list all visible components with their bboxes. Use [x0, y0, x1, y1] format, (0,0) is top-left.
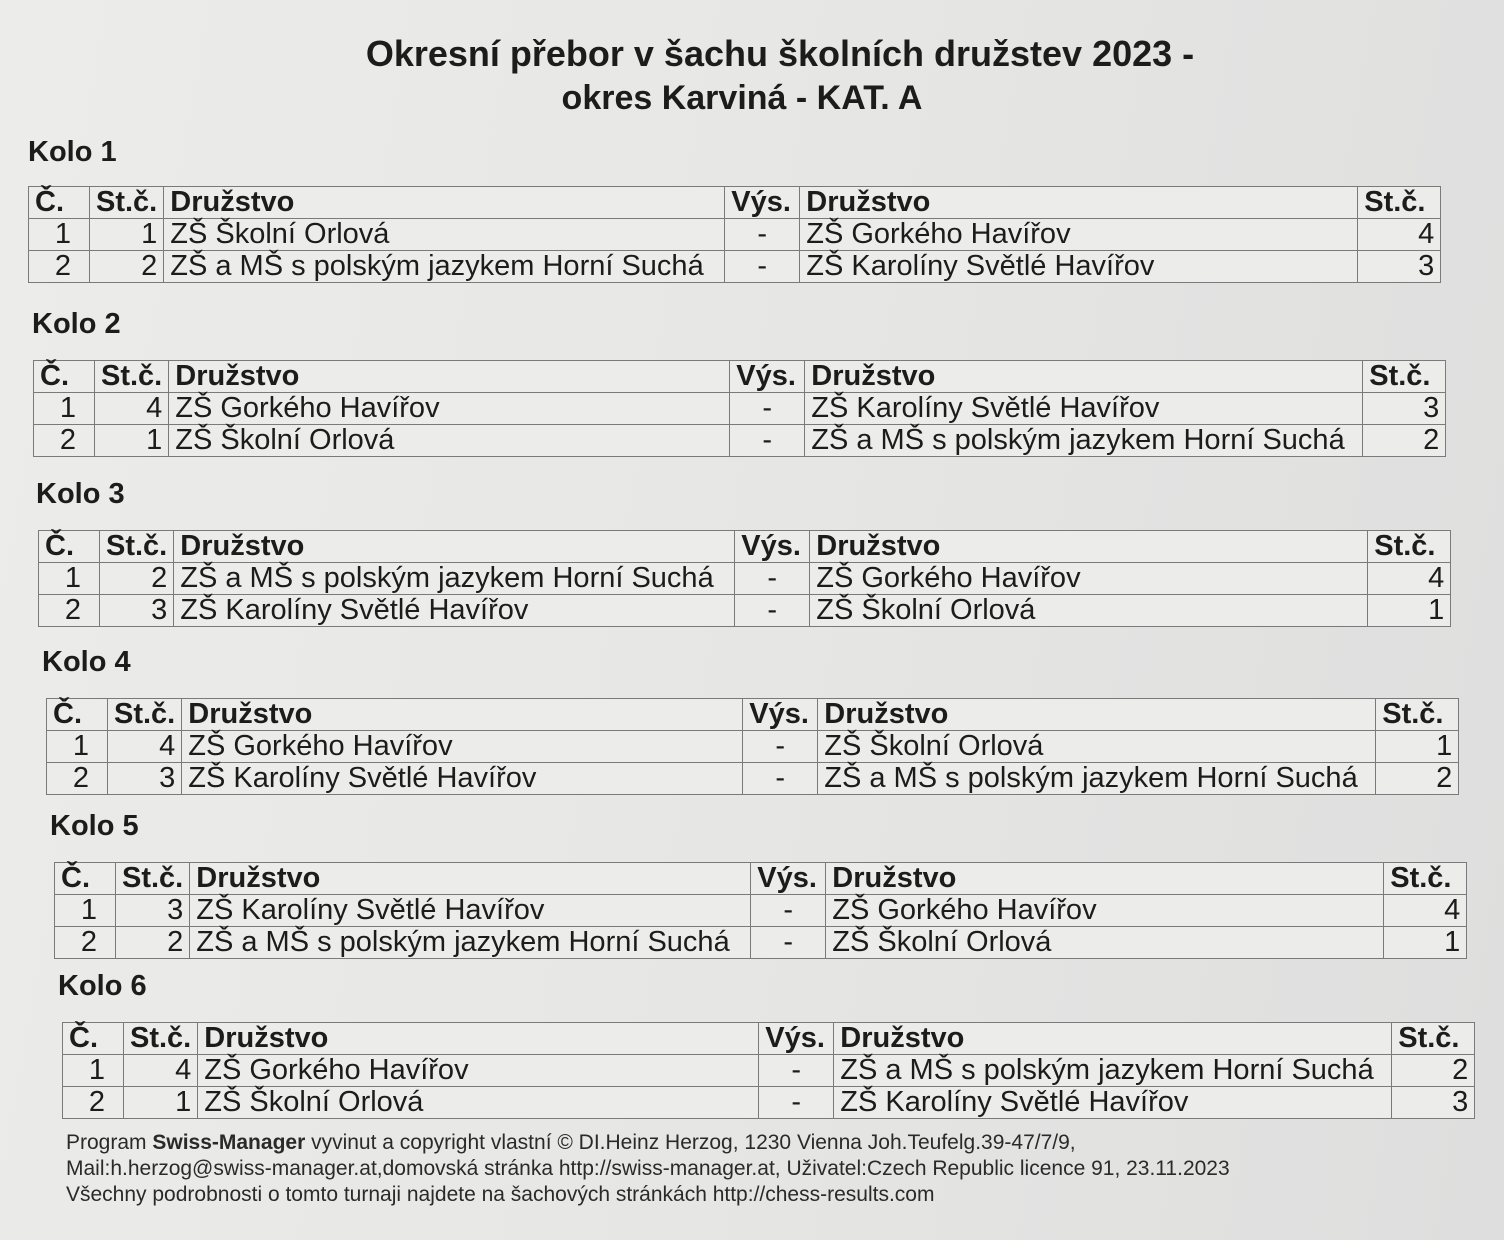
cell-st: 3 [116, 895, 190, 927]
cell-team2: ZŠ Gorkého Havířov [810, 563, 1368, 595]
cell-st: 4 [108, 731, 182, 763]
column-header-team: Družstvo [169, 361, 730, 393]
page-subtitle: okres Karviná - KAT. A [561, 79, 923, 117]
column-header-st2: St.č. [1392, 1023, 1475, 1055]
column-header-team2: Družstvo [810, 531, 1368, 563]
cell-no: 2 [34, 425, 95, 457]
cell-no: 2 [39, 595, 100, 627]
table-row [63, 1087, 1475, 1119]
round-label: Kolo 3 [36, 478, 125, 510]
column-header-st2: St.č. [1358, 187, 1441, 219]
table-header-row [34, 361, 1446, 393]
column-header-st: St.č. [90, 187, 164, 219]
table-row [39, 595, 1451, 627]
cell-team: ZŠ Karolíny Světlé Havířov [190, 895, 751, 927]
cell-team2: ZŠ Školní Orlová [826, 927, 1384, 959]
cell-result: - [751, 927, 826, 959]
table-row [47, 731, 1459, 763]
cell-st2: 1 [1368, 595, 1451, 627]
column-header-team2: Družstvo [800, 187, 1358, 219]
cell-result: - [743, 731, 818, 763]
cell-no: 2 [29, 251, 90, 283]
table-row [55, 895, 1467, 927]
cell-team: ZŠ Gorkého Havířov [182, 731, 743, 763]
table-row [47, 763, 1459, 795]
cell-st2: 2 [1376, 763, 1459, 795]
cell-team: ZŠ a MŠ s polským jazykem Horní Suchá [164, 251, 725, 283]
cell-no: 1 [34, 393, 95, 425]
pairings-table [46, 698, 1459, 795]
column-header-st: St.č. [124, 1023, 198, 1055]
pairings-table [62, 1022, 1475, 1119]
column-header-no: Č. [29, 187, 90, 219]
column-header-st2: St.č. [1384, 863, 1467, 895]
cell-team: ZŠ a MŠ s polským jazykem Horní Suchá [190, 927, 751, 959]
cell-st2: 1 [1376, 731, 1459, 763]
cell-st: 3 [100, 595, 174, 627]
cell-result: - [743, 763, 818, 795]
cell-result: - [730, 425, 805, 457]
column-header-team2: Družstvo [826, 863, 1384, 895]
table-row [34, 393, 1446, 425]
cell-team2: ZŠ Gorkého Havířov [800, 219, 1358, 251]
column-header-st: St.č. [108, 699, 182, 731]
cell-st2: 4 [1358, 219, 1441, 251]
column-header-st: St.č. [100, 531, 174, 563]
column-header-no: Č. [39, 531, 100, 563]
cell-st: 1 [95, 425, 169, 457]
cell-no: 1 [29, 219, 90, 251]
footer [66, 1130, 1230, 1208]
footer-line-2: Mail:h.herzog@swiss-manager.at,domovská stránka http://swiss-manager.at, Uživatel:Czech Republic licence 91, 23.11.2023 [66, 1157, 1230, 1180]
cell-no: 2 [47, 763, 108, 795]
table-row [34, 425, 1446, 457]
cell-result: - [759, 1087, 834, 1119]
cell-result: - [759, 1055, 834, 1087]
column-header-team: Družstvo [174, 531, 735, 563]
column-header-no: Č. [34, 361, 95, 393]
cell-no: 2 [63, 1087, 124, 1119]
cell-no: 1 [55, 895, 116, 927]
column-header-team: Družstvo [182, 699, 743, 731]
column-header-no: Č. [47, 699, 108, 731]
round-label: Kolo 1 [28, 136, 117, 168]
cell-team2: ZŠ Karolíny Světlé Havířov [834, 1087, 1392, 1119]
cell-team2: ZŠ Školní Orlová [810, 595, 1368, 627]
cell-team2: ZŠ Gorkého Havířov [826, 895, 1384, 927]
column-header-team2: Družstvo [805, 361, 1363, 393]
cell-st: 2 [100, 563, 174, 595]
column-header-st2: St.č. [1368, 531, 1451, 563]
column-header-team: Družstvo [190, 863, 751, 895]
footer-line-3: Všechny podrobnosti o tomto turnaji najdete na šachových stránkách http://chess-results.com [66, 1183, 935, 1206]
cell-st2: 4 [1384, 895, 1467, 927]
column-header-team: Družstvo [198, 1023, 759, 1055]
cell-team: ZŠ Karolíny Světlé Havířov [182, 763, 743, 795]
cell-team: ZŠ Školní Orlová [169, 425, 730, 457]
cell-team2: ZŠ Školní Orlová [818, 731, 1376, 763]
cell-st: 4 [124, 1055, 198, 1087]
pairings-table [28, 186, 1441, 283]
table-header-row [55, 863, 1467, 895]
cell-team: ZŠ Gorkého Havířov [169, 393, 730, 425]
column-header-st2: St.č. [1376, 699, 1459, 731]
cell-st: 2 [90, 251, 164, 283]
cell-team: ZŠ Školní Orlová [198, 1087, 759, 1119]
table-row [29, 251, 1441, 283]
table-header-row [47, 699, 1459, 731]
table-header-row [39, 531, 1451, 563]
footer-copyright: vyvinut a copyright vlastní © DI.Heinz Herzog, 1230 Vienna Joh.Teufelg.39-47/7/9, [305, 1131, 1076, 1154]
cell-no: 1 [47, 731, 108, 763]
pairings-table [33, 360, 1446, 457]
cell-result: - [735, 595, 810, 627]
cell-result: - [751, 895, 826, 927]
round-label: Kolo 4 [42, 646, 131, 678]
footer-brand: Swiss-Manager [152, 1131, 306, 1154]
pairings-table [38, 530, 1451, 627]
column-header-team2: Družstvo [834, 1023, 1392, 1055]
column-header-team: Družstvo [164, 187, 725, 219]
cell-st: 4 [95, 393, 169, 425]
cell-team: ZŠ Školní Orlová [164, 219, 725, 251]
footer-line-1 [66, 1130, 1230, 1156]
column-header-team2: Družstvo [818, 699, 1376, 731]
cell-st: 1 [90, 219, 164, 251]
cell-team: ZŠ Karolíny Světlé Havířov [174, 595, 735, 627]
table-row [39, 563, 1451, 595]
cell-team2: ZŠ a MŠ s polským jazykem Horní Suchá [818, 763, 1376, 795]
column-header-result: Výs. [725, 187, 800, 219]
cell-st2: 3 [1363, 393, 1446, 425]
cell-result: - [725, 251, 800, 283]
cell-st2: 2 [1363, 425, 1446, 457]
cell-no: 2 [55, 927, 116, 959]
table-row [29, 219, 1441, 251]
cell-result: - [735, 563, 810, 595]
cell-st2: 4 [1368, 563, 1451, 595]
column-header-result: Výs. [759, 1023, 834, 1055]
table-row [63, 1055, 1475, 1087]
column-header-no: Č. [63, 1023, 124, 1055]
round-label: Kolo 6 [58, 970, 147, 1002]
cell-team2: ZŠ Karolíny Světlé Havířov [805, 393, 1363, 425]
table-header-row [29, 187, 1441, 219]
cell-team: ZŠ a MŠ s polským jazykem Horní Suchá [174, 563, 735, 595]
cell-st2: 1 [1384, 927, 1467, 959]
cell-st: 1 [124, 1087, 198, 1119]
table-header-row [63, 1023, 1475, 1055]
round-label: Kolo 5 [50, 810, 139, 842]
table-row [55, 927, 1467, 959]
cell-no: 1 [39, 563, 100, 595]
column-header-st: St.č. [95, 361, 169, 393]
cell-team: ZŠ Gorkého Havířov [198, 1055, 759, 1087]
column-header-result: Výs. [743, 699, 818, 731]
pairings-table [54, 862, 1467, 959]
column-header-no: Č. [55, 863, 116, 895]
column-header-result: Výs. [735, 531, 810, 563]
cell-st2: 2 [1392, 1055, 1475, 1087]
round-label: Kolo 2 [32, 308, 121, 340]
column-header-st2: St.č. [1363, 361, 1446, 393]
cell-st2: 3 [1358, 251, 1441, 283]
cell-result: - [730, 393, 805, 425]
cell-st2: 3 [1392, 1087, 1475, 1119]
cell-team2: ZŠ Karolíny Světlé Havířov [800, 251, 1358, 283]
cell-result: - [725, 219, 800, 251]
cell-team2: ZŠ a MŠ s polským jazykem Horní Suchá [805, 425, 1363, 457]
cell-no: 1 [63, 1055, 124, 1087]
column-header-result: Výs. [751, 863, 826, 895]
footer-prefix: Program [66, 1131, 153, 1154]
column-header-st: St.č. [116, 863, 190, 895]
page-title: Okresní přebor v šachu školních družstev 2023 - [365, 33, 1195, 74]
column-header-result: Výs. [730, 361, 805, 393]
cell-st: 2 [116, 927, 190, 959]
cell-team2: ZŠ a MŠ s polským jazykem Horní Suchá [834, 1055, 1392, 1087]
cell-st: 3 [108, 763, 182, 795]
